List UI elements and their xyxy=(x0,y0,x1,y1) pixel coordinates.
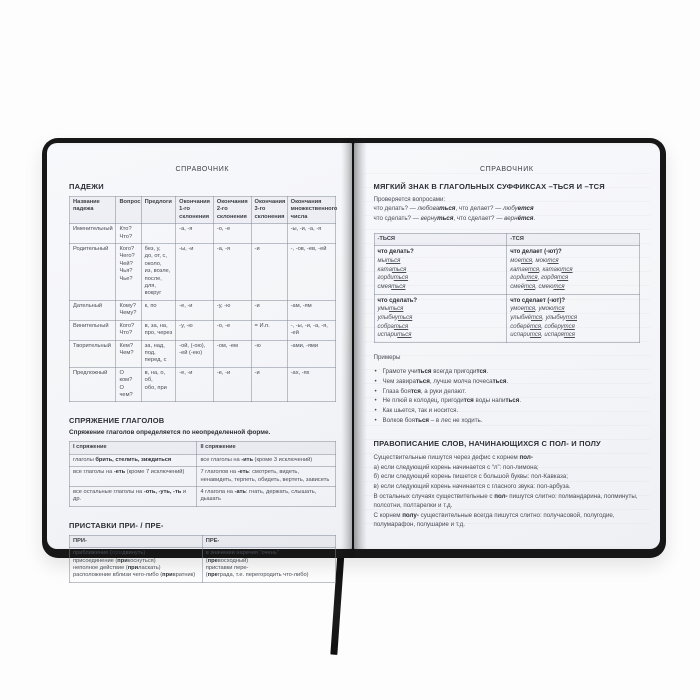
table-row xyxy=(70,340,336,367)
table-row xyxy=(70,224,336,244)
table-row xyxy=(70,467,336,487)
table-cell: = И.п. xyxy=(251,320,287,340)
table-cell: -, -ы, -и, -а, -я, -ей xyxy=(287,320,335,340)
table-cell: в, на, о, об, обо, при xyxy=(141,367,176,402)
prefixes-header-row xyxy=(70,535,336,547)
table-row xyxy=(70,454,336,466)
table-row xyxy=(70,244,336,301)
table-cell: Кого? Что? xyxy=(116,320,141,340)
cases-col-header: Вопрос xyxy=(116,197,141,224)
table-cell: -ой, (-ою), -ей (-ею) xyxy=(176,340,214,367)
soft-sign-header-row xyxy=(374,233,640,245)
rule-line: Существительные пишутся через дефис с корнем пол- xyxy=(373,454,533,462)
table-cell: в, за, на, про, через xyxy=(141,320,176,340)
table-cell: О ком? О чем? xyxy=(116,367,141,402)
table-cell: все глаголы на -еть (кроме 7 исключений) xyxy=(70,467,197,487)
conjugation-header-row xyxy=(70,442,336,454)
prefixes-col-header: ПРЕ- xyxy=(202,535,335,547)
table-cell xyxy=(251,224,287,244)
table-cell: -ами, -ями xyxy=(287,340,335,367)
table-cell: -е, -и xyxy=(176,367,214,402)
table-cell: -о, -е xyxy=(213,320,251,340)
table-cell: -е, -и xyxy=(213,367,251,402)
conjugation-col-header: II спряжение xyxy=(197,442,335,454)
table-cell: -и xyxy=(251,300,287,320)
soft-sign-table xyxy=(374,233,641,343)
conjugation-table xyxy=(69,441,336,506)
intro-line: что сделать? — вернуться, что сделает? — вернётся. xyxy=(373,214,536,222)
table-cell: -ю xyxy=(251,340,287,367)
table-cell: без, у, до, от, с, около, из, возле, после, для, вокруг xyxy=(141,244,176,301)
notebook xyxy=(42,138,666,579)
conjugation-title: СПРЯЖЕНИЕ ГЛАГОЛОВ xyxy=(69,416,165,426)
soft-sign-intro xyxy=(374,195,641,223)
list-item: • Глаза боятся, а руки делают. xyxy=(374,387,641,397)
table-cell: -ах, -ях xyxy=(287,367,335,402)
prefixes-col-header: ПРИ- xyxy=(70,535,203,547)
table-cell: Предложный xyxy=(70,367,116,402)
table-cell: за, над, под, перед, с xyxy=(141,340,176,367)
list-item: • Как шьется, так и носится. xyxy=(374,406,641,416)
table-cell: все остальные глаголы на -оть, -уть, -ть и др. xyxy=(70,486,197,506)
table-row xyxy=(70,367,336,402)
cases-col-header: Окончания 2-го склонения xyxy=(213,197,251,224)
prefixes-table xyxy=(69,535,336,583)
intro-line: что делать? — любоваться, что делает? — любуется xyxy=(373,205,534,213)
table-cell: -а, -я xyxy=(176,224,214,244)
rule-line: В остальных случаях существительные с пол- пишутся слитно: полмандарина, полминуты, полсотни, полтарелки и т.д. xyxy=(373,492,638,510)
rule-line: С корнем полу- существительные всегда пишутся слитно: получасовой, полугодие, полумарафон, полушарие и т.д. xyxy=(373,511,615,529)
list-item: • Волков бояться – в лес не ходить. xyxy=(374,416,641,426)
table-row xyxy=(70,486,336,506)
table-cell: -, -ов, -ев, -ей xyxy=(287,244,335,301)
cases-col-header: Предлоги xyxy=(141,197,176,224)
table-cell: Кто? Что? xyxy=(116,224,141,244)
table-cell: приближение (придвинуть) присоединение (прикоснуться) неполное действие (приласкать) расположение вблизи чего-либо (привратник) xyxy=(70,548,203,583)
left-page-header: СПРАВОЧНИК xyxy=(175,166,229,173)
cases-header-row xyxy=(70,197,336,224)
intro-line: Проверяется вопросами: xyxy=(373,196,446,203)
examples-list xyxy=(374,367,641,425)
soft-sign-col-header: -ТЬСЯ xyxy=(374,233,507,245)
table-row xyxy=(70,300,336,320)
table-cell: -у, -ю xyxy=(176,320,214,340)
cases-col-header: Окончания 1-го склонения xyxy=(176,197,214,224)
table-cell: Именительный xyxy=(70,224,116,244)
right-page xyxy=(354,143,661,549)
table-cell: Родительный xyxy=(70,244,116,301)
pol-rules-title: ПРАВОПИСАНИЕ СЛОВ, НАЧИНАЮЩИХСЯ С ПОЛ- И ПОЛУ xyxy=(373,439,601,449)
list-item: • Чем завираться, лучше молча почесаться. xyxy=(374,377,641,387)
table-cell: Кем? Чем? xyxy=(116,340,141,367)
conjugation-subtitle: Спряжение глаголов определяется по неопределенной форме. xyxy=(69,429,271,437)
table-cell: что делать? мыться кататься гордиться смеяться xyxy=(374,246,507,294)
table-cell: -ы, -и xyxy=(176,244,214,301)
rule-line: в) если следующий корень начинается с гласного звука: пол-арбуза. xyxy=(373,482,571,490)
table-cell: что делает (-ют)? моется, моются катается, катаются гордится, гордятся смеётся, смеются xyxy=(507,246,640,294)
table-cell: глаголы брить, стелить, зиждиться xyxy=(70,454,197,466)
table-cell xyxy=(141,224,176,244)
table-cell: к, по xyxy=(141,300,176,320)
cases-title: ПАДЕЖИ xyxy=(69,182,104,191)
table-cell: все глаголы на -ить (кроме 3 исключений) xyxy=(197,454,335,466)
table-cell: Кого? Чего? Чей? Чья? Чье? xyxy=(116,244,141,301)
table-cell: Дательный xyxy=(70,300,116,320)
table-cell: -е, -и xyxy=(176,300,214,320)
table-cell: -и xyxy=(251,244,287,301)
list-item: • Грамоте учиться всегда пригодится. xyxy=(374,367,641,377)
examples-title: Примеры xyxy=(373,354,401,362)
soft-sign-title: МЯГКИЙ ЗНАК В ГЛАГОЛЬНЫХ СУФФИКСАХ –ТЬСЯ И –ТСЯ xyxy=(373,182,605,191)
table-row xyxy=(70,548,336,583)
table-cell: в значении наречия “очень” (превосходный) приставки пере- (преграда, т.е. перегородить что-либо) xyxy=(202,548,335,583)
table-cell: 7 глаголов на -еть: смотреть, видеть, ненавидеть, терпеть, обидеть, вертеть, зависеть xyxy=(197,467,335,487)
table-row xyxy=(374,294,640,342)
table-cell: -ам, -ям xyxy=(287,300,335,320)
rule-line: а) если следующий корень начинается с “л”: пол-лимона; xyxy=(373,463,539,471)
table-cell: 4 глагола на -ать: гнать, держать, слышать, дышать xyxy=(197,486,335,506)
rule-line: б) если следующий корень пишется с большой буквы: пол-Кавказа; xyxy=(373,473,568,481)
conjugation-col-header: I спряжение xyxy=(70,442,197,454)
table-cell: что сделать? умыться улыбнуться собраться испариться xyxy=(374,294,507,342)
table-cell: -а, -я xyxy=(213,244,251,301)
table-cell: Винительный xyxy=(70,320,116,340)
soft-sign-col-header: -ТСЯ xyxy=(507,233,640,245)
pol-rules-text xyxy=(374,453,641,530)
table-cell: -и xyxy=(251,367,287,402)
table-cell: -ы, -и, -а, -я xyxy=(287,224,335,244)
left-page xyxy=(47,143,352,579)
table-cell: что сделает (-ют)? умоется, умоются улыбнётся, улыбнутся соберётся, соберутся испарится, испарятся xyxy=(507,294,640,342)
open-pages xyxy=(47,143,660,579)
table-cell: -о, -е xyxy=(213,224,251,244)
cases-col-header: Название падежа xyxy=(70,197,116,224)
table-cell: Кому? Чему? xyxy=(116,300,141,320)
cases-col-header: Окончания 3-го склонения xyxy=(251,197,287,224)
table-cell: -ом, -ем xyxy=(213,340,251,367)
list-item: • Не плюй в колодец, пригодится воды напиться. xyxy=(374,396,641,406)
table-row xyxy=(70,320,336,340)
table-cell: -у, -ю xyxy=(213,300,251,320)
cases-table xyxy=(69,196,336,402)
right-page-header: СПРАВОЧНИК xyxy=(479,166,534,173)
table-row xyxy=(374,246,640,294)
prefixes-title: ПРИСТАВКИ ПРИ- / ПРЕ- xyxy=(69,520,164,530)
table-cell: Творительный xyxy=(70,340,116,367)
cases-col-header: Окончания множественного числа xyxy=(287,197,335,224)
